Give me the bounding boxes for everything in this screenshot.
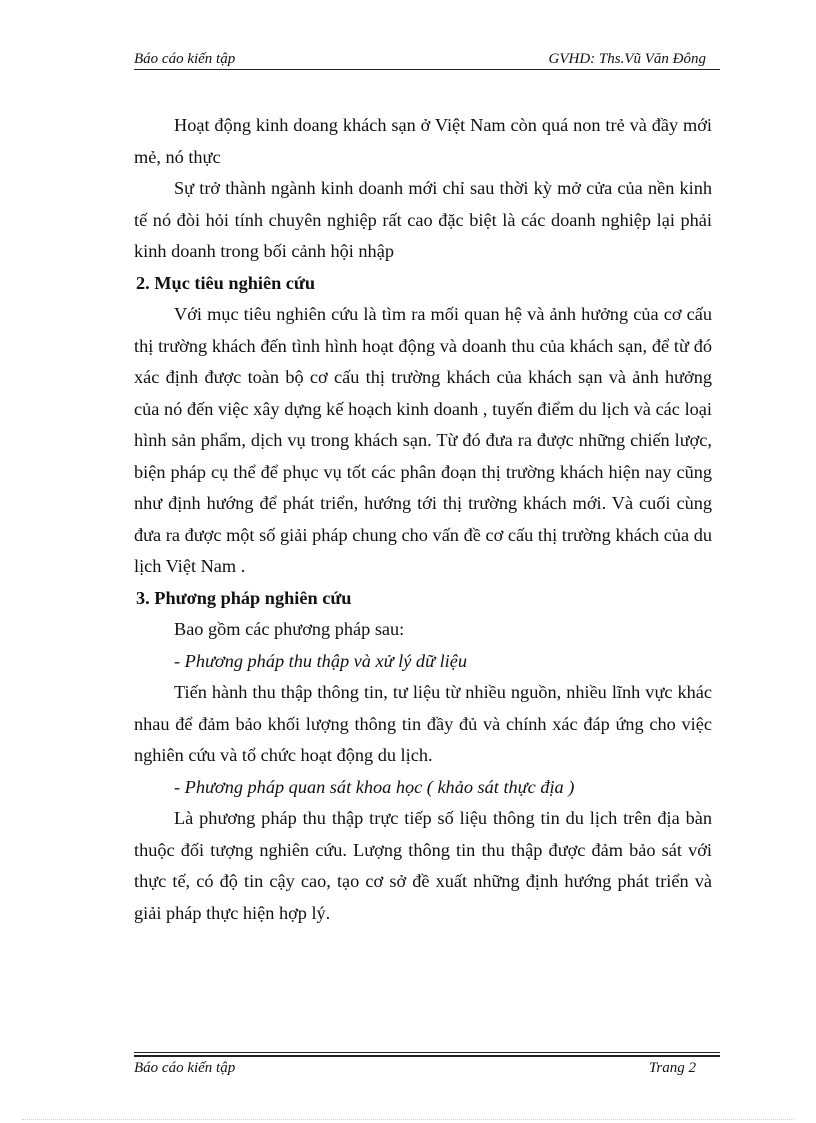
section-heading-3: 3. Phương pháp nghiên cứu (136, 587, 352, 608)
page-number: Trang 2 (648, 1060, 696, 1076)
paragraph-6: Là phương pháp thu thập trực tiếp số liệu thông tin du lịch trên địa bàn thuộc đối tượng nghiên cứu. Lượng thông tin thu thập được đảm bảo sát với thực tế, có độ tin cậy cao, tạo cơ sở đề xuất những định hướng phát triển và giải pháp thực hiện hợp lý. (134, 808, 712, 923)
page-header (134, 49, 720, 69)
document-body (134, 110, 712, 929)
footer-left-text: Báo cáo kiến tập (134, 1060, 236, 1076)
paragraph-1: Hoạt động kinh doang khách sạn ở Việt Nam còn quá non trẻ và đầy mới mẻ, nó thực (134, 115, 712, 167)
header-advisor-text: GVHD: Ths.Vũ Văn Đông (548, 51, 706, 67)
paragraph-4: Bao gồm các phương pháp sau: (174, 619, 405, 639)
header-left-text: Báo cáo kiến tập (134, 51, 236, 67)
section-heading-2: 2. Mục tiêu nghiên cứu (136, 272, 316, 293)
paragraph-5: Tiến hành thu thập thông tin, tư liệu từ nhiều nguồn, nhiều lĩnh vực khác nhau để đảm bảo khối lượng thông tin đầy đủ và chính xác đáp ứng cho việc nghiên cứu và tổ chức hoạt động du lịch. (134, 682, 712, 765)
paragraph-2: Sự trở thành ngành kinh doanh mới chỉ sau thời kỳ mở cửa của nền kinh tế nó đòi hỏi tính chuyên nghiệp rất cao đặc biệt là các doanh nghiệp lại phải kinh doanh trong bối cảnh hội nhập (134, 178, 712, 261)
page-bottom-dotted-border (22, 1119, 794, 1120)
page-footer (134, 1058, 720, 1078)
footer-rule-thin (134, 1052, 720, 1053)
paragraph-3: Với mục tiêu nghiên cứu là tìm ra mối quan hệ và ảnh hưởng của cơ cấu thị trường khách đến tình hình hoạt động và doanh thu của khách sạn, để từ đó xác định được toàn bộ cơ cấu thị trường khách của khách sạn và ảnh hưởng của nó đến việc xây dựng kế hoạch kinh doanh , tuyến điểm du lịch và các loại hình sản phẩm, dịch vụ trong khách sạn. Từ đó đưa ra được những chiến lược, biện pháp cụ thể để phục vụ tốt các phân đoạn thị trường khách hiện nay cũng như định hướng để phát triển, hướng tới thị trường khách mới. Và cuối cùng đưa ra được một số giải pháp chung cho vấn đề cơ cấu thị trường khách của du lịch Việt Nam . (134, 304, 712, 576)
method-item-2: - Phương pháp quan sát khoa học ( khảo sát thực địa ) (174, 776, 575, 797)
header-rule (134, 69, 720, 70)
footer-rule-thick (134, 1055, 720, 1057)
method-item-1: - Phương pháp thu thập và xử lý dữ liệu (174, 650, 468, 671)
